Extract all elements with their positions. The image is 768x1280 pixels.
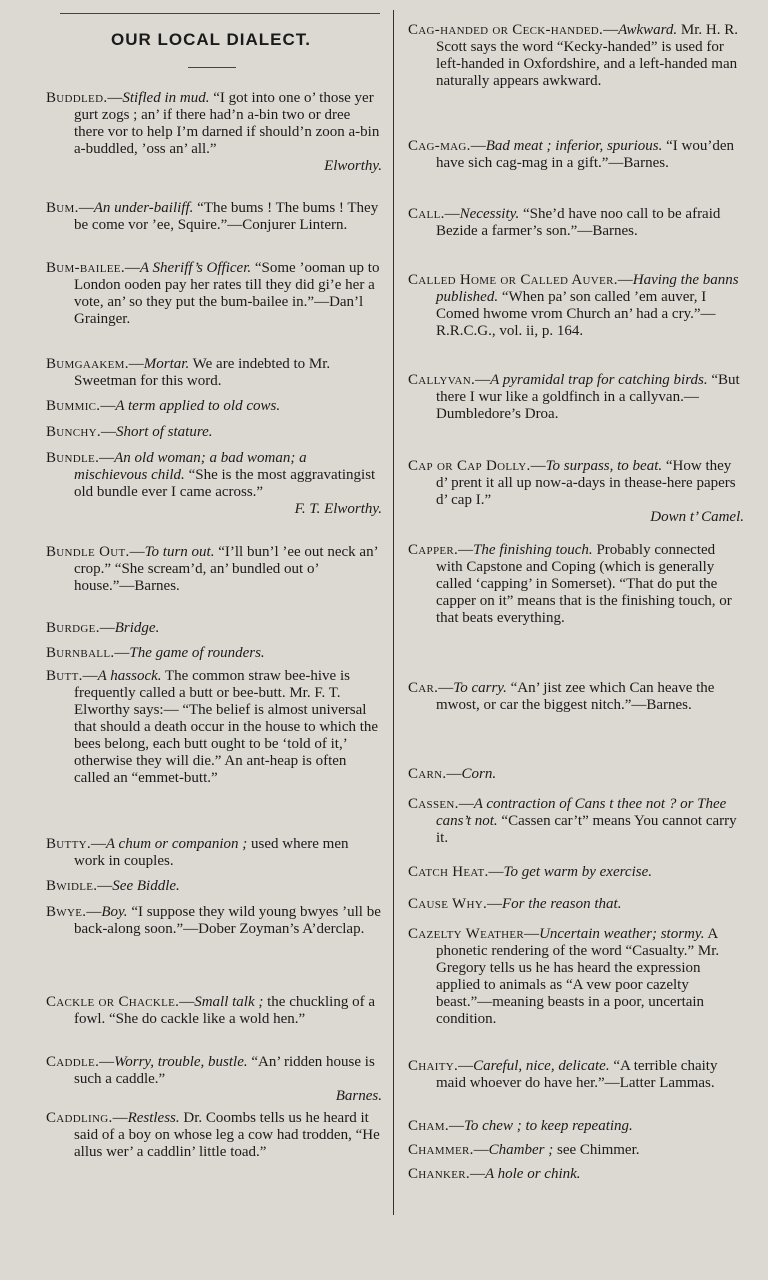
entry: Called Home or Called Auver.—Having the banns published. “When pa’ son called ’em auver, I Comed hwome vrom Church an’ had a cry.”—R.R.C.G., vol. ii, p. 164. — [408, 272, 739, 339]
entry: Bummic.—A term applied to old cows. — [46, 398, 281, 414]
entry: Chaity.—Careful, nice, delicate. “A terrible chaity maid whoever do have her.”—Latter Lammas. — [408, 1058, 718, 1091]
entry: Callyvan.—A pyramidal trap for catching birds. “But there I wur like a goldfinch in a callyvan.—Dumbledore’s Droa. — [408, 372, 740, 422]
entry: Buddled.—Stifled in mud. “I got into one o’ those yer gurt zogs ; an’ if there had’n a-bin two or dree there vor to help I’m darned if should’n zoon a-bin a-buddled, ’oss an’ all.” Elworthy. — [46, 90, 382, 174]
entry: Bundle.—An old woman; a bad woman; a mischievous child. “She is the most aggravatingist old bundle ever I came across.” F. T. Elworthy. — [46, 450, 382, 517]
page-title: OUR LOCAL DIALECT. — [111, 30, 311, 49]
entry: Caddling.—Restless. Dr. Coombs tells us he heard it said of a boy on whose leg a cow had trodden, “He allus wer’ a caddlin’ little toad.” — [46, 1110, 380, 1160]
entry: Cap or Cap Dolly.—To surpass, to beat. “How they d’ prent it all up now-a-days in thease-here papers d’ cap I.” Down t’ Camel. — [408, 458, 744, 525]
entry: Bumgaakem.—Mortar. We are indebted to Mr. Sweetman for this word. — [46, 356, 331, 389]
entry: Cag-handed or Ceck-handed.—Awkward. Mr. H. R. Scott says the word “Kecky-handed” is used for left-handed in Oxfordshire, and a left-handed man naturally appears awkward. — [408, 22, 738, 89]
entry: Call.—Necessity. “She’d have noo call to be afraid Bezide a farmer’s son.”—Barnes. — [408, 206, 721, 239]
entry: Bwye.—Boy. “I suppose they wild young bwyes ’ull be back-along soon.”—Dober Zoyman’s A’derclap. — [46, 904, 381, 937]
entry: Burnball.—The game of rounders. — [46, 645, 265, 661]
entry: Cag-mag.—Bad meat ; inferior, spurious. “I wou’den have sich cag-mag in a gift.”—Barnes. — [408, 138, 735, 171]
entry: Car.—To carry. “An’ jist zee which Can heave the mwost, or car the biggest nitch.”—Barnes. — [408, 680, 715, 713]
top-rule — [60, 13, 380, 14]
title-rule — [188, 67, 236, 68]
entry: Bwidle.—See Biddle. — [46, 878, 180, 894]
entry: Cassen.—A contraction of Cans t thee not ? or Thee cans’t not. “Cassen car’t” means You cannot carry it. — [408, 796, 737, 846]
entry: Cause Why.—For the reason that. — [408, 896, 622, 912]
entry: Burdge.—Bridge. — [46, 620, 160, 636]
entry: Bundle Out.—To turn out. “I’ll bun’l ’ee out neck an’ crop.” “She scream’d, an’ bundled out o’ house.”—Barnes. — [46, 544, 378, 594]
entry: Caddle.—Worry, trouble, bustle. “An’ ridden house is such a caddle.” Barnes. — [46, 1054, 382, 1104]
column-divider — [393, 10, 394, 1215]
entry: Cackle or Chackle.—Small talk ; the chuckling of a fowl. “She do cackle like a wold hen.” — [46, 994, 376, 1027]
entry: Bunchy.—Short of stature. — [46, 424, 213, 440]
entry: Cham.—To chew ; to keep repeating. — [408, 1118, 633, 1134]
entry: Chanker.—A hole or chink. — [408, 1166, 581, 1182]
entry: Catch Heat.—To get warm by exercise. — [408, 864, 652, 880]
entry: Cazelty Weather—Uncertain weather; stormy. A phonetic rendering of the word “Casualty.” Mr. Gregory tells us he has heard the expression applied to animals as “A vew poor cazelty beast.”—meaning beasts in a poor, uncertain condition. — [408, 926, 720, 1027]
entry: Chammer.—Chamber ; see Chimmer. — [408, 1142, 640, 1158]
entry: Butty.—A chum or companion ; used where men work in couples. — [46, 836, 349, 869]
entry: Capper.—The finishing touch. Probably connected with Capstone and Coping (which is generally called ‘capping’ in Somerset). “That do put the capper on it” means that is the finishing touch, or that beats everything. — [408, 542, 732, 626]
entry: Carn.—Corn. — [408, 766, 497, 782]
entry: Bum.—An under-bailiff. “The bums ! The bums ! They be come vor ’ee, Squire.”—Conjurer Lintern. — [46, 200, 379, 233]
entry: Bum-bailee.—A Sheriff’s Officer. “Some ’ooman up to London ooden pay her rates till they did gi’e her a vote, an’ so they put the bum-bailee in.”—Dan’l Grainger. — [46, 260, 380, 327]
entry: Butt.—A hassock. The common straw bee-hive is frequently called a butt or bee-butt. Mr. F. T. Elworthy says:— “The belief is almost universal that should a death occur in the house to which the bees belong, each butt ought to be ‘told of it,’ otherwise they will die.” An ant-heap is often called an “emmet-butt.” — [46, 668, 379, 786]
